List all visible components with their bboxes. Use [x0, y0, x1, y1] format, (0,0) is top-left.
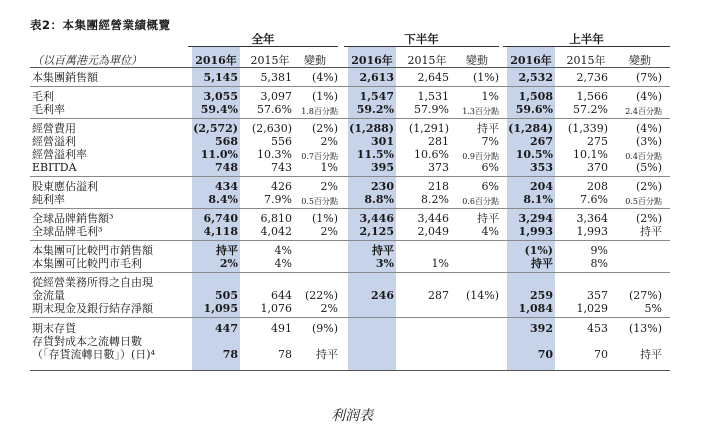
row-label: 本集團可比較門市銷售額	[32, 244, 153, 257]
table-cell: (1%)	[311, 90, 338, 103]
row-separator	[30, 317, 670, 318]
table-cell: 6,740	[203, 212, 238, 225]
row-separator	[30, 208, 670, 209]
row-label: 期末存貨	[32, 322, 76, 335]
group-header-1: 下半年	[404, 32, 439, 46]
table-cell: 1,095	[203, 302, 238, 315]
table-cell: 0.7百分點	[301, 152, 338, 161]
table-cell: 7.6%	[580, 193, 608, 206]
row-label: 毛利	[32, 90, 54, 103]
table-cell: (9%)	[311, 322, 338, 335]
table-cell: 357	[587, 289, 608, 302]
table-cell: 743	[271, 161, 292, 174]
table-cell: 1,993	[518, 225, 553, 238]
table-cell: (14%)	[465, 289, 499, 302]
column-header-0: 2016年	[195, 54, 237, 67]
table-cell: 267	[530, 135, 553, 148]
table-cell: 3,097	[260, 90, 292, 103]
table-cell: (2%)	[635, 212, 662, 225]
table-cell: 208	[587, 180, 608, 193]
table-cell: (1%)	[472, 71, 499, 84]
table-cell: 259	[530, 289, 553, 302]
row-separator	[30, 272, 670, 273]
table-cell: 4%	[274, 257, 292, 270]
table-cell: 8.8%	[364, 193, 394, 206]
table-cell: 10.1%	[573, 148, 608, 161]
table-cell: 2%	[219, 257, 238, 270]
row-label: 存貨對成本之流轉日數	[32, 335, 142, 348]
table-cell: (4%)	[635, 90, 662, 103]
table-cell: (22%)	[304, 289, 338, 302]
table-cell: 0.6百分點	[462, 197, 499, 206]
table-cell: 3,364	[576, 212, 608, 225]
table-cell: 1,531	[417, 90, 449, 103]
table-cell: 2%	[320, 135, 338, 148]
column-header-7: 2015年	[566, 54, 606, 67]
table-cell: 287	[428, 289, 449, 302]
row-label: 從經營業務所得之自由現	[32, 276, 153, 289]
table-cell: 748	[215, 161, 238, 174]
table-cell: 2,532	[518, 71, 553, 84]
caption: 利润表	[331, 408, 373, 424]
table-cell: 275	[587, 135, 608, 148]
table-cell: 246	[371, 289, 394, 302]
table-cell: 370	[587, 161, 608, 174]
table-cell: 644	[271, 289, 292, 302]
table-cell: (1,284)	[508, 122, 553, 135]
table-cell: 3,294	[518, 212, 553, 225]
table-cell: 0.5百分點	[625, 197, 662, 206]
table-cell: 57.9%	[414, 103, 449, 116]
table-cell: 7%	[481, 135, 499, 148]
table-cell: (2,630)	[251, 122, 292, 135]
table-cell: 11.0%	[200, 148, 238, 161]
table-cell: 0.5百分點	[301, 197, 338, 206]
column-header-5: 變動	[466, 54, 488, 67]
table-cell: 1,084	[518, 302, 553, 315]
table-cell: (3%)	[635, 135, 662, 148]
column-header-6: 2016年	[510, 54, 552, 67]
row-label: 股東應佔溢利	[32, 180, 98, 193]
table-cell: 0.4百分點	[625, 152, 662, 161]
table-cell: 3,446	[359, 212, 394, 225]
table-cell: 2,049	[417, 225, 449, 238]
header-rule	[30, 67, 670, 68]
table-cell: 持平	[216, 244, 238, 257]
table-cell: 1.3百分點	[462, 107, 499, 116]
row-separator	[30, 240, 670, 241]
table-cell: (1%)	[311, 212, 338, 225]
table-cell: (4%)	[635, 122, 662, 135]
table-cell: 1%	[431, 257, 449, 270]
row-label: 經營溢利	[32, 135, 76, 148]
table-cell: 568	[215, 135, 238, 148]
row-separator	[30, 118, 670, 119]
table-cell: 2%	[320, 302, 338, 315]
table-cell: 1%	[481, 90, 499, 103]
table-cell: 230	[371, 180, 394, 193]
table-cell: 453	[587, 322, 608, 335]
row-label: 經營費用	[32, 122, 76, 135]
table-cell: 1,566	[576, 90, 608, 103]
table-cell: 301	[371, 135, 394, 148]
row-label: 純利率	[32, 193, 65, 206]
table-cell: (5%)	[635, 161, 662, 174]
table-cell: 7.9%	[264, 193, 292, 206]
table-cell: 70	[594, 348, 608, 361]
table-cell: 59.2%	[356, 103, 394, 116]
row-label: EBITDA	[32, 161, 77, 174]
table-cell: 持平	[640, 225, 662, 238]
row-separator	[30, 86, 670, 87]
table-cell: 281	[428, 135, 449, 148]
table-cell: 395	[371, 161, 394, 174]
table-cell: 1,029	[576, 302, 608, 315]
row-label: 毛利率	[32, 103, 65, 116]
table-cell: 2,125	[359, 225, 394, 238]
table-cell: 5,381	[260, 71, 292, 84]
table-cell: 0.9百分點	[462, 152, 499, 161]
table-cell: 持平	[372, 244, 394, 257]
column-header-4: 2015年	[407, 54, 447, 67]
table-cell: 8.4%	[208, 193, 238, 206]
table-cell: (1,291)	[408, 122, 449, 135]
table-cell: (2%)	[311, 122, 338, 135]
table-cell: 5,145	[203, 71, 238, 84]
table-cell: 9%	[590, 244, 608, 257]
row-label: 全球品牌毛利³	[32, 225, 103, 238]
group-underline-h1	[503, 46, 670, 47]
table-cell: (2%)	[635, 180, 662, 193]
table-cell: (2,572)	[193, 122, 238, 135]
table-cell: 4,118	[203, 225, 238, 238]
table-cell: 1,993	[576, 225, 608, 238]
column-header-1: 2015年	[250, 54, 290, 67]
table-cell: 434	[215, 180, 238, 193]
table-cell: 持平	[640, 348, 662, 361]
table-cell: (27%)	[628, 289, 662, 302]
row-separator	[30, 176, 670, 177]
table-cell: 78	[222, 348, 238, 361]
table-cell: 2,645	[417, 71, 449, 84]
table-cell: 10.3%	[257, 148, 292, 161]
column-header-3: 2016年	[351, 54, 393, 67]
row-label: （「存貨流轉日數」）(日)⁴	[32, 348, 155, 361]
table-cell: 10.5%	[515, 148, 553, 161]
table-cell: 57.6%	[257, 103, 292, 116]
table-cell: 2%	[320, 225, 338, 238]
column-header-2: 變動	[304, 54, 326, 67]
table-cell: 3,055	[203, 90, 238, 103]
row-label: 全球品牌銷售額³	[32, 212, 114, 225]
table-cell: 8.2%	[421, 193, 449, 206]
table-cell: 491	[271, 322, 292, 335]
group-header-2: 上半年	[569, 32, 604, 46]
group-underline-h2	[344, 46, 499, 47]
table-cell: 1.8百分點	[301, 107, 338, 116]
table-cell: 4%	[274, 244, 292, 257]
table-cell: 持平	[477, 122, 499, 135]
table-cell: 3%	[375, 257, 394, 270]
table-cell: (1,288)	[349, 122, 394, 135]
column-header-8: 變動	[629, 54, 651, 67]
table-cell: 447	[215, 322, 238, 335]
table-cell: 59.4%	[200, 103, 238, 116]
group-header-0: 全年	[251, 32, 275, 46]
table-cell: 10.6%	[414, 148, 449, 161]
row-label: 本集團可比較門市毛利	[32, 257, 142, 270]
table-cell: 204	[530, 180, 553, 193]
table-cell: 3,446	[417, 212, 449, 225]
row-label: 本集團銷售額	[32, 71, 98, 84]
row-label: 經營溢利率	[32, 148, 87, 161]
table-cell: 持平	[316, 348, 338, 361]
table-cell: 1,076	[260, 302, 292, 315]
table-cell: 8%	[590, 257, 608, 270]
unit-label: （以百萬港元為單位）	[32, 54, 142, 67]
table-cell: 426	[271, 180, 292, 193]
table-cell: 6%	[481, 161, 499, 174]
table-cell: (13%)	[628, 322, 662, 335]
table-cell: 6,810	[260, 212, 292, 225]
table-cell: 78	[278, 348, 292, 361]
table-cell: 70	[537, 348, 553, 361]
table-cell: 4,042	[260, 225, 292, 238]
table-cell: 2,613	[359, 71, 394, 84]
table-cell: (1,339)	[567, 122, 608, 135]
table-cell: 556	[271, 135, 292, 148]
table-cell: 6%	[481, 180, 499, 193]
table-cell: 2.4百分點	[625, 107, 662, 116]
table-cell: 505	[215, 289, 238, 302]
table-cell: (4%)	[311, 71, 338, 84]
table-cell: 4%	[481, 225, 499, 238]
table-cell: 2,736	[576, 71, 608, 84]
table-cell: 8.1%	[523, 193, 553, 206]
table-cell: 57.2%	[573, 103, 608, 116]
table-title: 表2：本集團經營業績概覽	[30, 18, 171, 32]
table-cell: 5%	[644, 302, 662, 315]
table-bottom-rule	[30, 370, 670, 371]
row-label: 期末現金及銀行結存淨額	[32, 302, 153, 315]
table-cell: 218	[428, 180, 449, 193]
row-label: 金流量	[32, 289, 65, 302]
table-cell: 353	[530, 161, 553, 174]
table-cell: 2%	[320, 180, 338, 193]
table-cell: 1,547	[359, 90, 394, 103]
group-underline-full	[188, 46, 338, 47]
table-cell: 1,508	[518, 90, 553, 103]
table-cell: 373	[428, 161, 449, 174]
table-cell: 持平	[531, 257, 553, 270]
table-cell: 59.6%	[515, 103, 553, 116]
table-cell: 11.5%	[356, 148, 394, 161]
table-cell: (7%)	[635, 71, 662, 84]
table-cell: 392	[530, 322, 553, 335]
table-cell: (1%)	[524, 244, 553, 257]
table-cell: 1%	[320, 161, 338, 174]
table-cell: 持平	[477, 212, 499, 225]
